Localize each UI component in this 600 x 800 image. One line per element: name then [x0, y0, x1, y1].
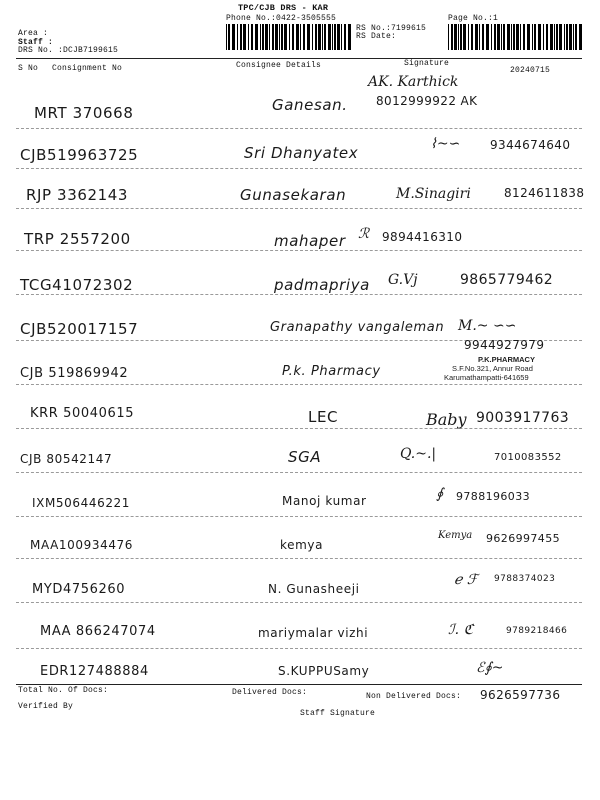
- barcode-bar: [337, 24, 340, 50]
- barcode-bar: [275, 24, 278, 50]
- receiver-signature-scribble: ℯ ℱ: [454, 572, 478, 588]
- col-signature: Signature: [404, 59, 450, 68]
- consignee-name: Gunasekaran: [240, 186, 347, 204]
- row-line: [16, 384, 582, 385]
- rs-number: RS No.:7199615: [356, 24, 427, 33]
- receiver-phone: 9626997455: [486, 532, 560, 545]
- barcode-bar: [269, 24, 270, 50]
- receiver-phone: 9626597736: [480, 688, 561, 702]
- stamp-name: P.K.PHARMACY: [478, 355, 535, 364]
- receiver-signature-scribble: ℰ∮~: [476, 660, 504, 676]
- barcode-bar: [300, 24, 301, 50]
- consignee-name: mahaper: [274, 232, 346, 250]
- barcode-bar: [318, 24, 321, 50]
- barcode-bar: [503, 24, 505, 50]
- barcode-bar: [322, 24, 323, 50]
- barcode-bar: [532, 24, 533, 50]
- consignee-name: mariymalar vizhi: [258, 626, 369, 640]
- header-divider: [16, 58, 582, 59]
- drs-barcode: [226, 24, 352, 50]
- barcode-bar: [248, 24, 249, 50]
- barcode-bar: [507, 24, 510, 50]
- barcode-bar: [226, 24, 227, 50]
- row-line: [16, 128, 582, 129]
- receiver-signature-scribble: ∮: [436, 486, 444, 502]
- consignment-number: CJB520017157: [20, 320, 139, 338]
- receiver-signature-scribble: ℛ: [358, 226, 370, 242]
- receiver-signature: M.Sinagiri: [396, 186, 471, 202]
- barcode-bar: [265, 24, 268, 50]
- barcode-bar: [511, 24, 512, 50]
- barcode-bar: [573, 24, 574, 50]
- barcode-bar: [251, 24, 253, 50]
- barcode-bar: [497, 24, 500, 50]
- pharmacy-stamp: [444, 355, 535, 382]
- receiver-signature: AK. Karthick: [368, 74, 459, 90]
- barcode-bar: [228, 24, 230, 50]
- receiver-signature: Baby: [426, 410, 467, 429]
- barcode-bar: [332, 24, 333, 50]
- verified-by-label: Verified By: [18, 702, 74, 711]
- barcode-bar: [479, 24, 480, 50]
- barcode-bar: [324, 24, 326, 50]
- col-s-no: S No: [18, 64, 39, 73]
- barcode-bar: [556, 24, 558, 50]
- barcode-bar: [559, 24, 562, 50]
- barcode-bar: [491, 24, 492, 50]
- receiver-phone: 8124611838: [504, 186, 585, 200]
- consignment-number: CJB 80542147: [20, 452, 113, 466]
- row-line: [16, 208, 582, 209]
- row-line: [16, 472, 582, 473]
- barcode-bar: [538, 24, 541, 50]
- receiver-phone: 8012999922 AK: [376, 94, 478, 108]
- barcode-bar: [289, 24, 290, 50]
- barcode-bar: [454, 24, 457, 50]
- receiver-signature-scribble: M.~ ∽∽: [458, 318, 517, 334]
- delivered-docs-label: Delivered Docs:: [232, 688, 308, 697]
- consignee-name: SGA: [288, 448, 322, 466]
- barcode-bar: [237, 24, 238, 50]
- sheet-title: TPC/CJB DRS - KAR: [238, 3, 329, 13]
- receiver-signature-scribble: ℐ. ℭ: [448, 622, 474, 638]
- consignment-number: MAA100934476: [30, 538, 134, 552]
- barcode-bar: [307, 24, 310, 50]
- page-number: Page No.:1: [448, 14, 499, 23]
- barcode-bar: [255, 24, 258, 50]
- barcode-bar: [546, 24, 548, 50]
- consignee-name: Sri Dhanyatex: [244, 144, 359, 162]
- barcode-bar: [334, 24, 336, 50]
- consignee-name: LEC: [308, 408, 339, 426]
- area-label: Area :: [18, 29, 49, 38]
- row-line: [16, 648, 582, 649]
- barcode-bar: [328, 24, 331, 50]
- barcode-bar: [523, 24, 525, 50]
- barcode-bar: [281, 24, 283, 50]
- consignee-name: Ganesan.: [272, 96, 348, 114]
- receiver-phone: 9894416310: [382, 230, 463, 244]
- consignee-name: P.k. Pharmacy: [282, 364, 381, 379]
- barcode-bar: [575, 24, 577, 50]
- consignment-number: MAA 866247074: [40, 624, 156, 639]
- barcode-bar: [312, 24, 313, 50]
- barcode-bar: [303, 24, 305, 50]
- receiver-phone: 9865779462: [460, 272, 554, 288]
- receiver-phone: 9344674640: [490, 138, 571, 152]
- receiver-phone: 9944927979: [464, 338, 545, 352]
- consignment-number: MRT 370668: [34, 104, 134, 122]
- consignment-number: RJP 3362143: [26, 186, 129, 204]
- barcode-bar: [315, 24, 317, 50]
- barcode-bar: [534, 24, 536, 50]
- receiver-signature-scribble: Q.~.|: [400, 446, 437, 462]
- rs-date: RS Date:: [356, 32, 397, 41]
- barcode-bar: [486, 24, 489, 50]
- barcode-bar: [344, 24, 346, 50]
- barcode-bar: [494, 24, 496, 50]
- staff-label: Staff :: [18, 38, 54, 47]
- barcode-bar: [554, 24, 555, 50]
- consignee-name: Manoj kumar: [282, 494, 367, 508]
- consignment-number: KRR 50040615: [30, 406, 135, 421]
- barcode-bar: [240, 24, 242, 50]
- consignment-number: TCG41072302: [20, 276, 134, 294]
- non-delivered-docs-label: Non Delivered Docs:: [366, 692, 462, 701]
- barcode-bar: [232, 24, 235, 50]
- footer-divider: [16, 684, 582, 685]
- barcode-bar: [458, 24, 459, 50]
- barcode-bar: [262, 24, 264, 50]
- barcode-bar: [471, 24, 473, 50]
- row-line: [16, 516, 582, 517]
- barcode-bar: [569, 24, 572, 50]
- barcode-bar: [296, 24, 299, 50]
- barcode-bar: [543, 24, 544, 50]
- consignment-number: MYD4756260: [32, 582, 126, 597]
- col-consignee-details: Consignee Details: [236, 61, 322, 70]
- drs-number: DRS No. :DCJB7199615: [18, 46, 119, 55]
- receiver-phone: 9788196033: [456, 490, 530, 503]
- consignee-name: padmapriya: [274, 276, 370, 294]
- row-line: [16, 428, 582, 429]
- consignment-number: CJB519963725: [20, 146, 139, 164]
- barcode-bar: [279, 24, 280, 50]
- barcode-bar: [460, 24, 462, 50]
- consignee-name: N. Gunasheeji: [268, 582, 360, 596]
- barcode-bar: [579, 24, 582, 50]
- receiver-phone: 9788374023: [494, 574, 556, 584]
- consignment-number: EDR127488884: [40, 664, 149, 679]
- barcode-bar: [501, 24, 502, 50]
- barcode-bar: [348, 24, 351, 50]
- staff-signature-label: Staff Signature: [300, 709, 376, 718]
- barcode-bar: [451, 24, 453, 50]
- receiver-phone: 7010083552: [494, 452, 562, 463]
- rs-barcode: [448, 24, 582, 50]
- barcode-bar: [448, 24, 449, 50]
- stamp-address: S.F.No.321, Annur Road: [452, 364, 533, 373]
- barcode-bar: [260, 24, 261, 50]
- col-consignment-no: Consignment No: [52, 64, 123, 73]
- row-line: [16, 294, 582, 295]
- row-line: [16, 168, 582, 169]
- consignee-name: kemya: [280, 538, 324, 552]
- barcode-bar: [284, 24, 287, 50]
- barcode-bar: [292, 24, 294, 50]
- barcode-bar: [550, 24, 553, 50]
- row-line: [16, 602, 582, 603]
- barcode-bar: [520, 24, 521, 50]
- sheet-date: 20240715: [510, 66, 551, 75]
- row-line: [16, 558, 582, 559]
- consignment-number: TRP 2557200: [24, 230, 131, 248]
- total-docs-label: Total No. Of Docs:: [18, 686, 109, 695]
- consignee-name: S.KUPPUSamy: [278, 664, 370, 678]
- barcode-bar: [463, 24, 466, 50]
- receiver-phone: 9003917763: [476, 410, 570, 426]
- consignee-name: Granapathy vangaleman: [270, 320, 445, 335]
- barcode-bar: [475, 24, 478, 50]
- barcode-bar: [516, 24, 519, 50]
- receiver-phone: 9789218466: [506, 626, 568, 636]
- barcode-bar: [272, 24, 274, 50]
- barcode-bar: [566, 24, 568, 50]
- barcode-bar: [243, 24, 246, 50]
- barcode-bar: [341, 24, 342, 50]
- row-line: [16, 250, 582, 251]
- consignment-number: IXM506446221: [32, 496, 131, 510]
- stamp-city: Karumathampatti-641659: [444, 373, 529, 382]
- barcode-bar: [564, 24, 565, 50]
- barcode-bar: [513, 24, 515, 50]
- receiver-signature: Kemya: [438, 530, 473, 541]
- barcode-bar: [468, 24, 469, 50]
- receiver-signature: G.Vj: [388, 272, 418, 288]
- phone-number: Phone No.:0422-3505555: [226, 14, 337, 23]
- barcode-bar: [527, 24, 530, 50]
- barcode-bar: [482, 24, 484, 50]
- consignment-number: CJB 519869942: [20, 366, 129, 381]
- receiver-signature-scribble: ⌇~∽: [430, 136, 461, 152]
